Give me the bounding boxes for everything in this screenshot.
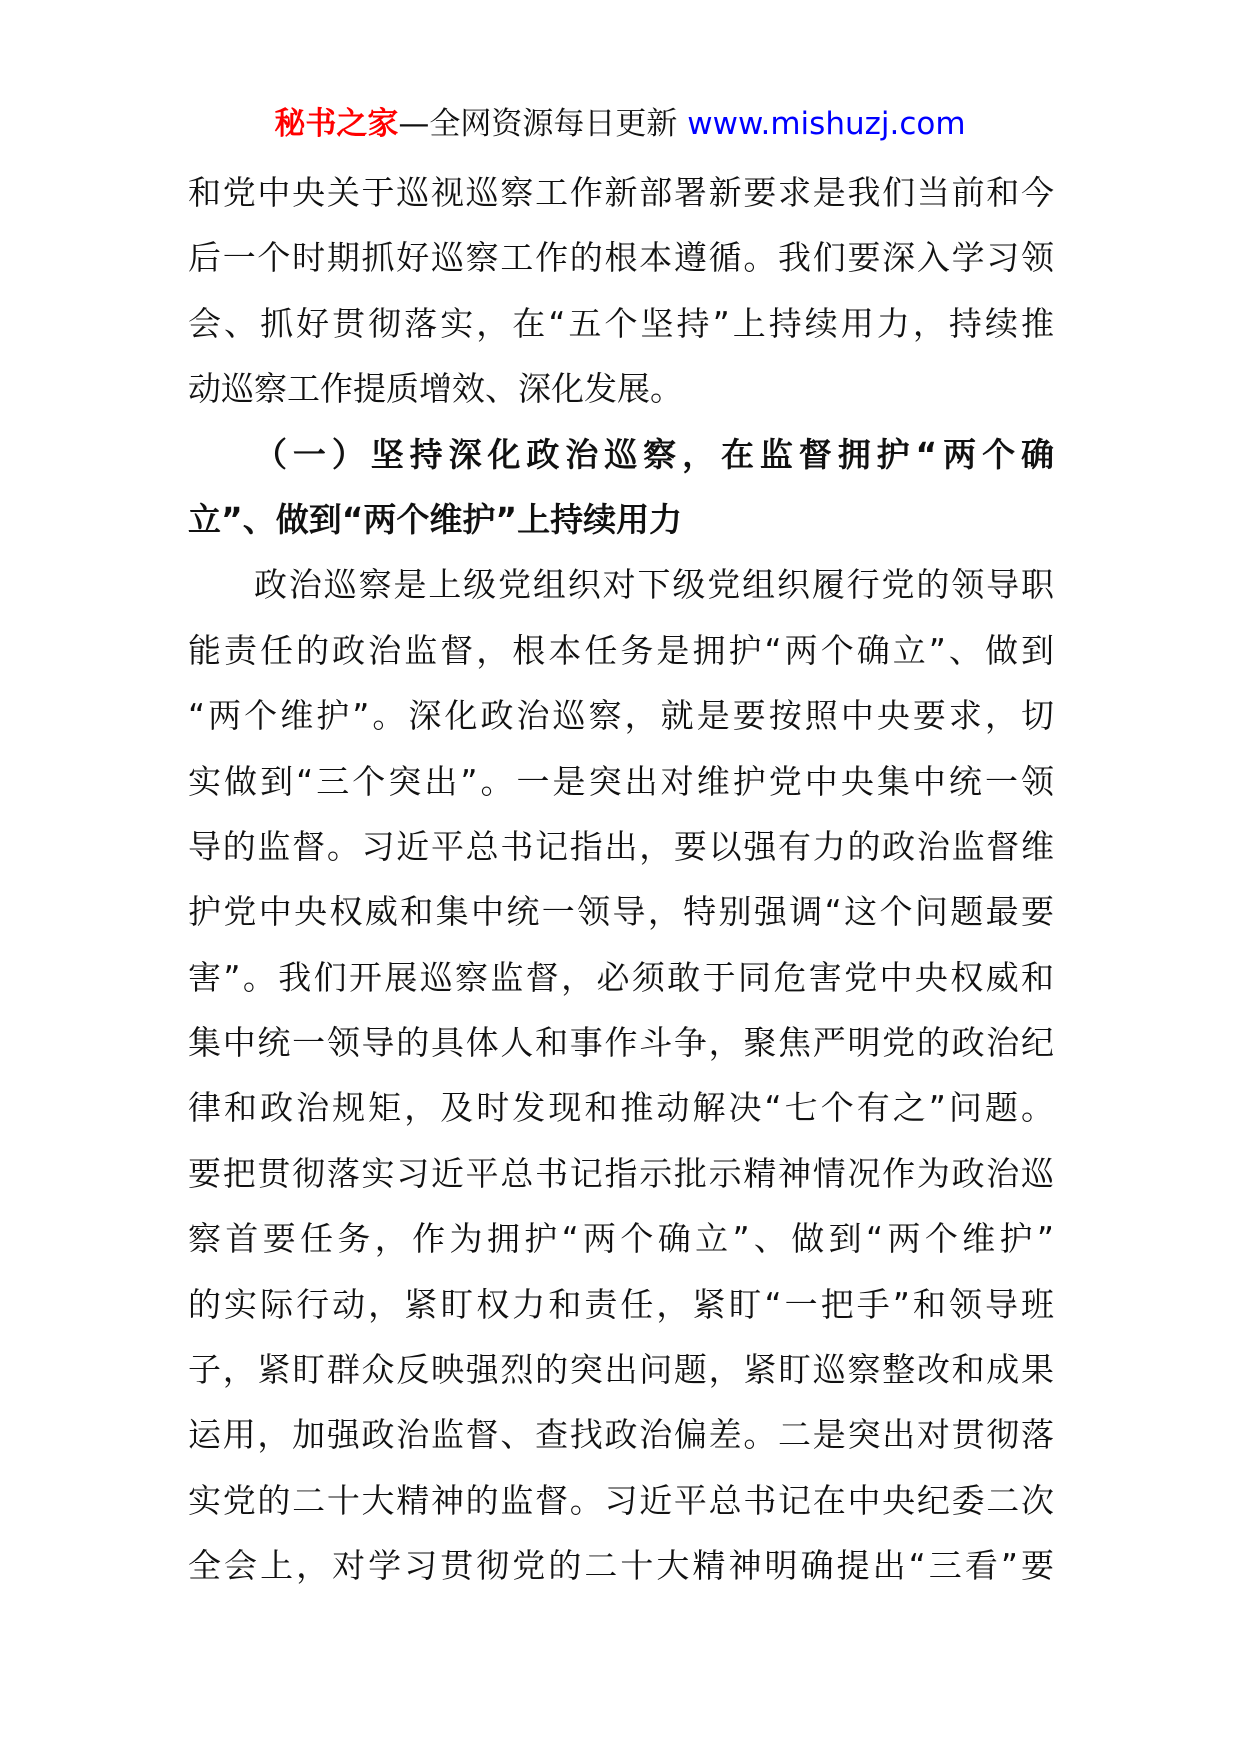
section-heading-line: 立”、做到“两个维护”上持续用力 [188,499,683,539]
paragraph-line: 政治巡察是上级党组织对下级党组织履行党的领导职 [254,565,1054,605]
brand-name: 秘书之家 [274,106,399,142]
paragraph-line: 实做到“三个突出”。一是突出对维护党中央集中统一领 [188,761,1054,801]
paragraph-line: 和党中央关于巡视巡察工作新部署新要求是我们当前和今 [188,173,1054,212]
paragraph-line: 导的监督。习近平总书记指出，要以强有力的政治监督维 [188,826,1054,866]
paragraph-line: 要把贯彻落实习近平总书记指示批示精神情况作为政治巡 [188,1153,1054,1193]
paragraph-line: 察首要任务，作为拥护“两个确立”、做到“两个维护” [188,1219,1054,1259]
paragraph-line: 动巡察工作提质增效、深化发展。 [188,369,683,409]
paragraph-line: 律和政治规矩，及时发现和推动解决“七个有之”问题。 [188,1088,1054,1128]
page-header [0,100,1240,148]
paragraph-line: 的实际行动，紧盯权力和责任，紧盯“一把手”和领导班 [188,1284,1054,1324]
document-body [188,160,1054,1599]
site-url-link[interactable]: www.mishuzj.com [687,106,966,142]
paragraph-line: 能责任的政治监督，根本任务是拥护“两个确立”、做到 [188,630,1054,670]
paragraph-line: 后一个时期抓好巡察工作的根本遵循。我们要深入学习领 [188,238,1054,278]
section-heading-line: （一）坚持深化政治巡察，在监督拥护“两个确 [254,434,1054,474]
header-tagline: —全网资源每日更新 [398,106,678,142]
paragraph-line: 会、抓好贯彻落实，在“五个坚持”上持续用力，持续推 [188,303,1054,343]
paragraph-line: 子，紧盯群众反映强烈的突出问题，紧盯巡察整改和成果 [188,1350,1054,1390]
paragraph-line: 害”。我们开展巡察监督，必须敢于同危害党中央权威和 [188,957,1054,997]
paragraph-line: 集中统一领导的具体人和事作斗争，聚焦严明党的政治纪 [188,1023,1054,1063]
paragraph-line: 护党中央权威和集中统一领导，特别强调“这个问题最要 [188,892,1054,932]
paragraph-line: “两个维护”。深化政治巡察，就是要按照中央要求，切 [188,696,1054,736]
paragraph-line: 实党的二十大精神的监督。习近平总书记在中央纪委二次 [188,1480,1054,1520]
paragraph-line: 运用，加强政治监督、查找政治偏差。二是突出对贯彻落 [188,1415,1054,1455]
paragraph-line: 全会上，对学习贯彻党的二十大精神明确提出“三看”要 [188,1546,1054,1586]
